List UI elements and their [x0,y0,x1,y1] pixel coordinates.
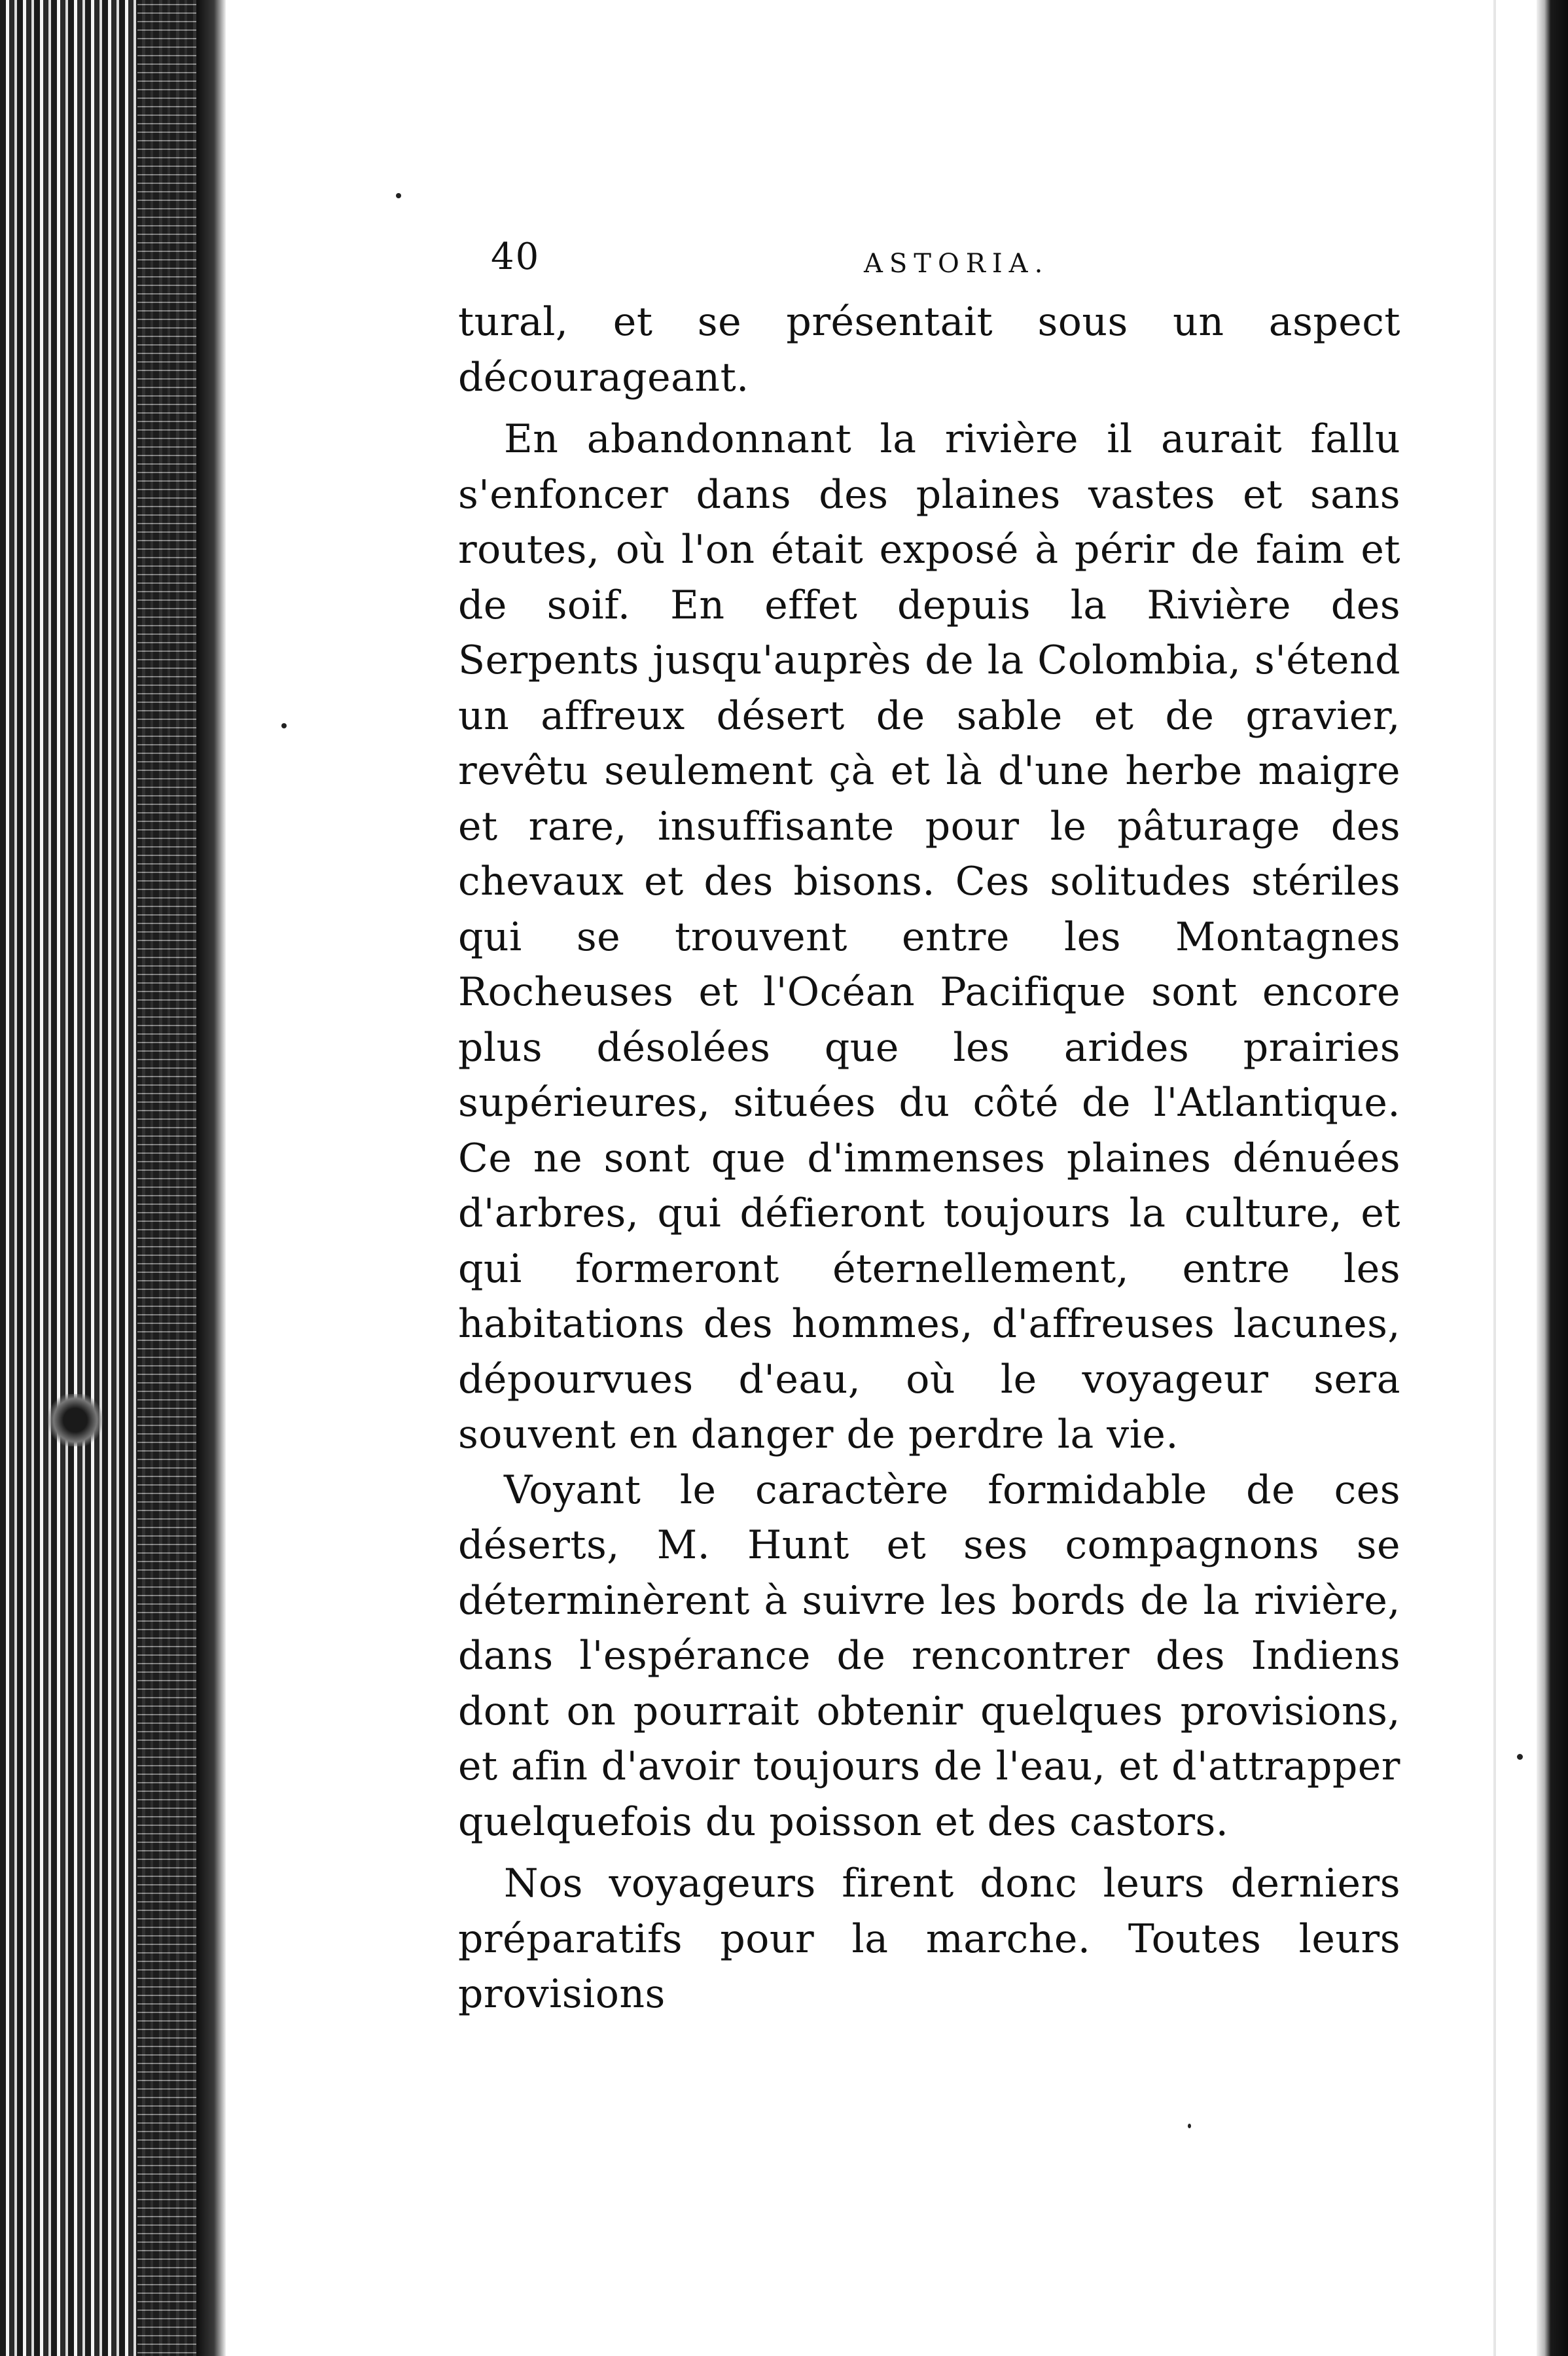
paragraph: Voyant le caractère formidable de ces déserts, M. Hunt et ses compagnons se déterminèrent à suivre les bords de la rivière, dans l'espérance de rencontrer des Indiens dont on pourrait obtenir quelques provisions, et afin d'avoir toujours de l'eau, et d'attrapper quelquefois du poisson et des castors. [458,1467,1400,1845]
right-page-edge [1537,0,1568,2356]
book-spine-texture [137,0,196,2356]
running-head [458,236,1400,294]
page-number: 40 [491,236,541,278]
book-page [458,236,1400,2022]
paragraph: Nos voyageurs firent donc leurs derniers préparatifs pour la marche. Toutes leurs provisions [458,1861,1400,2017]
right-edge-line [1493,0,1496,2356]
paragraph: En abandonnant la rivière il aurait fallu s'enfoncer dans des plaines vastes et sans routes, où l'on était exposé à périr de faim et de soif. En effet depuis la Rivière des Serpents jusqu'auprès de la Colombia, s'étend un affreux désert de sable et de gravier, revêtu seulement çà et là d'une herbe maigre et rare, insuffisante pour le pâturage des chevaux et des bisons. Ces solitudes stériles qui se trouvent entre les Montagnes Rocheuses et l'Océan Pacifique sont encore plus désolées que les arides prairies supérieures, situées du côté de l'Atlantique. Ce ne sont que d'immenses plaines dénuées d'arbres, qui défieront toujours la culture, et qui formeront éternellement, entre les habitations des hommes, d'affreuses lacunes, dépourvues d'eau, où le voyageur sera souvent en danger de perdre la vie. [458,416,1400,1457]
running-title: ASTORIA. [864,249,1050,279]
paragraph: tural, et se présentait sous un aspect décourageant. [458,299,1400,401]
dust-speck [1517,1754,1523,1760]
dust-speck [1188,2124,1191,2128]
dust-speck [281,723,287,728]
body-text [458,294,1400,2022]
ink-blot [46,1394,105,1446]
dust-speck [396,193,401,198]
page-gutter-shadow [196,0,226,2356]
